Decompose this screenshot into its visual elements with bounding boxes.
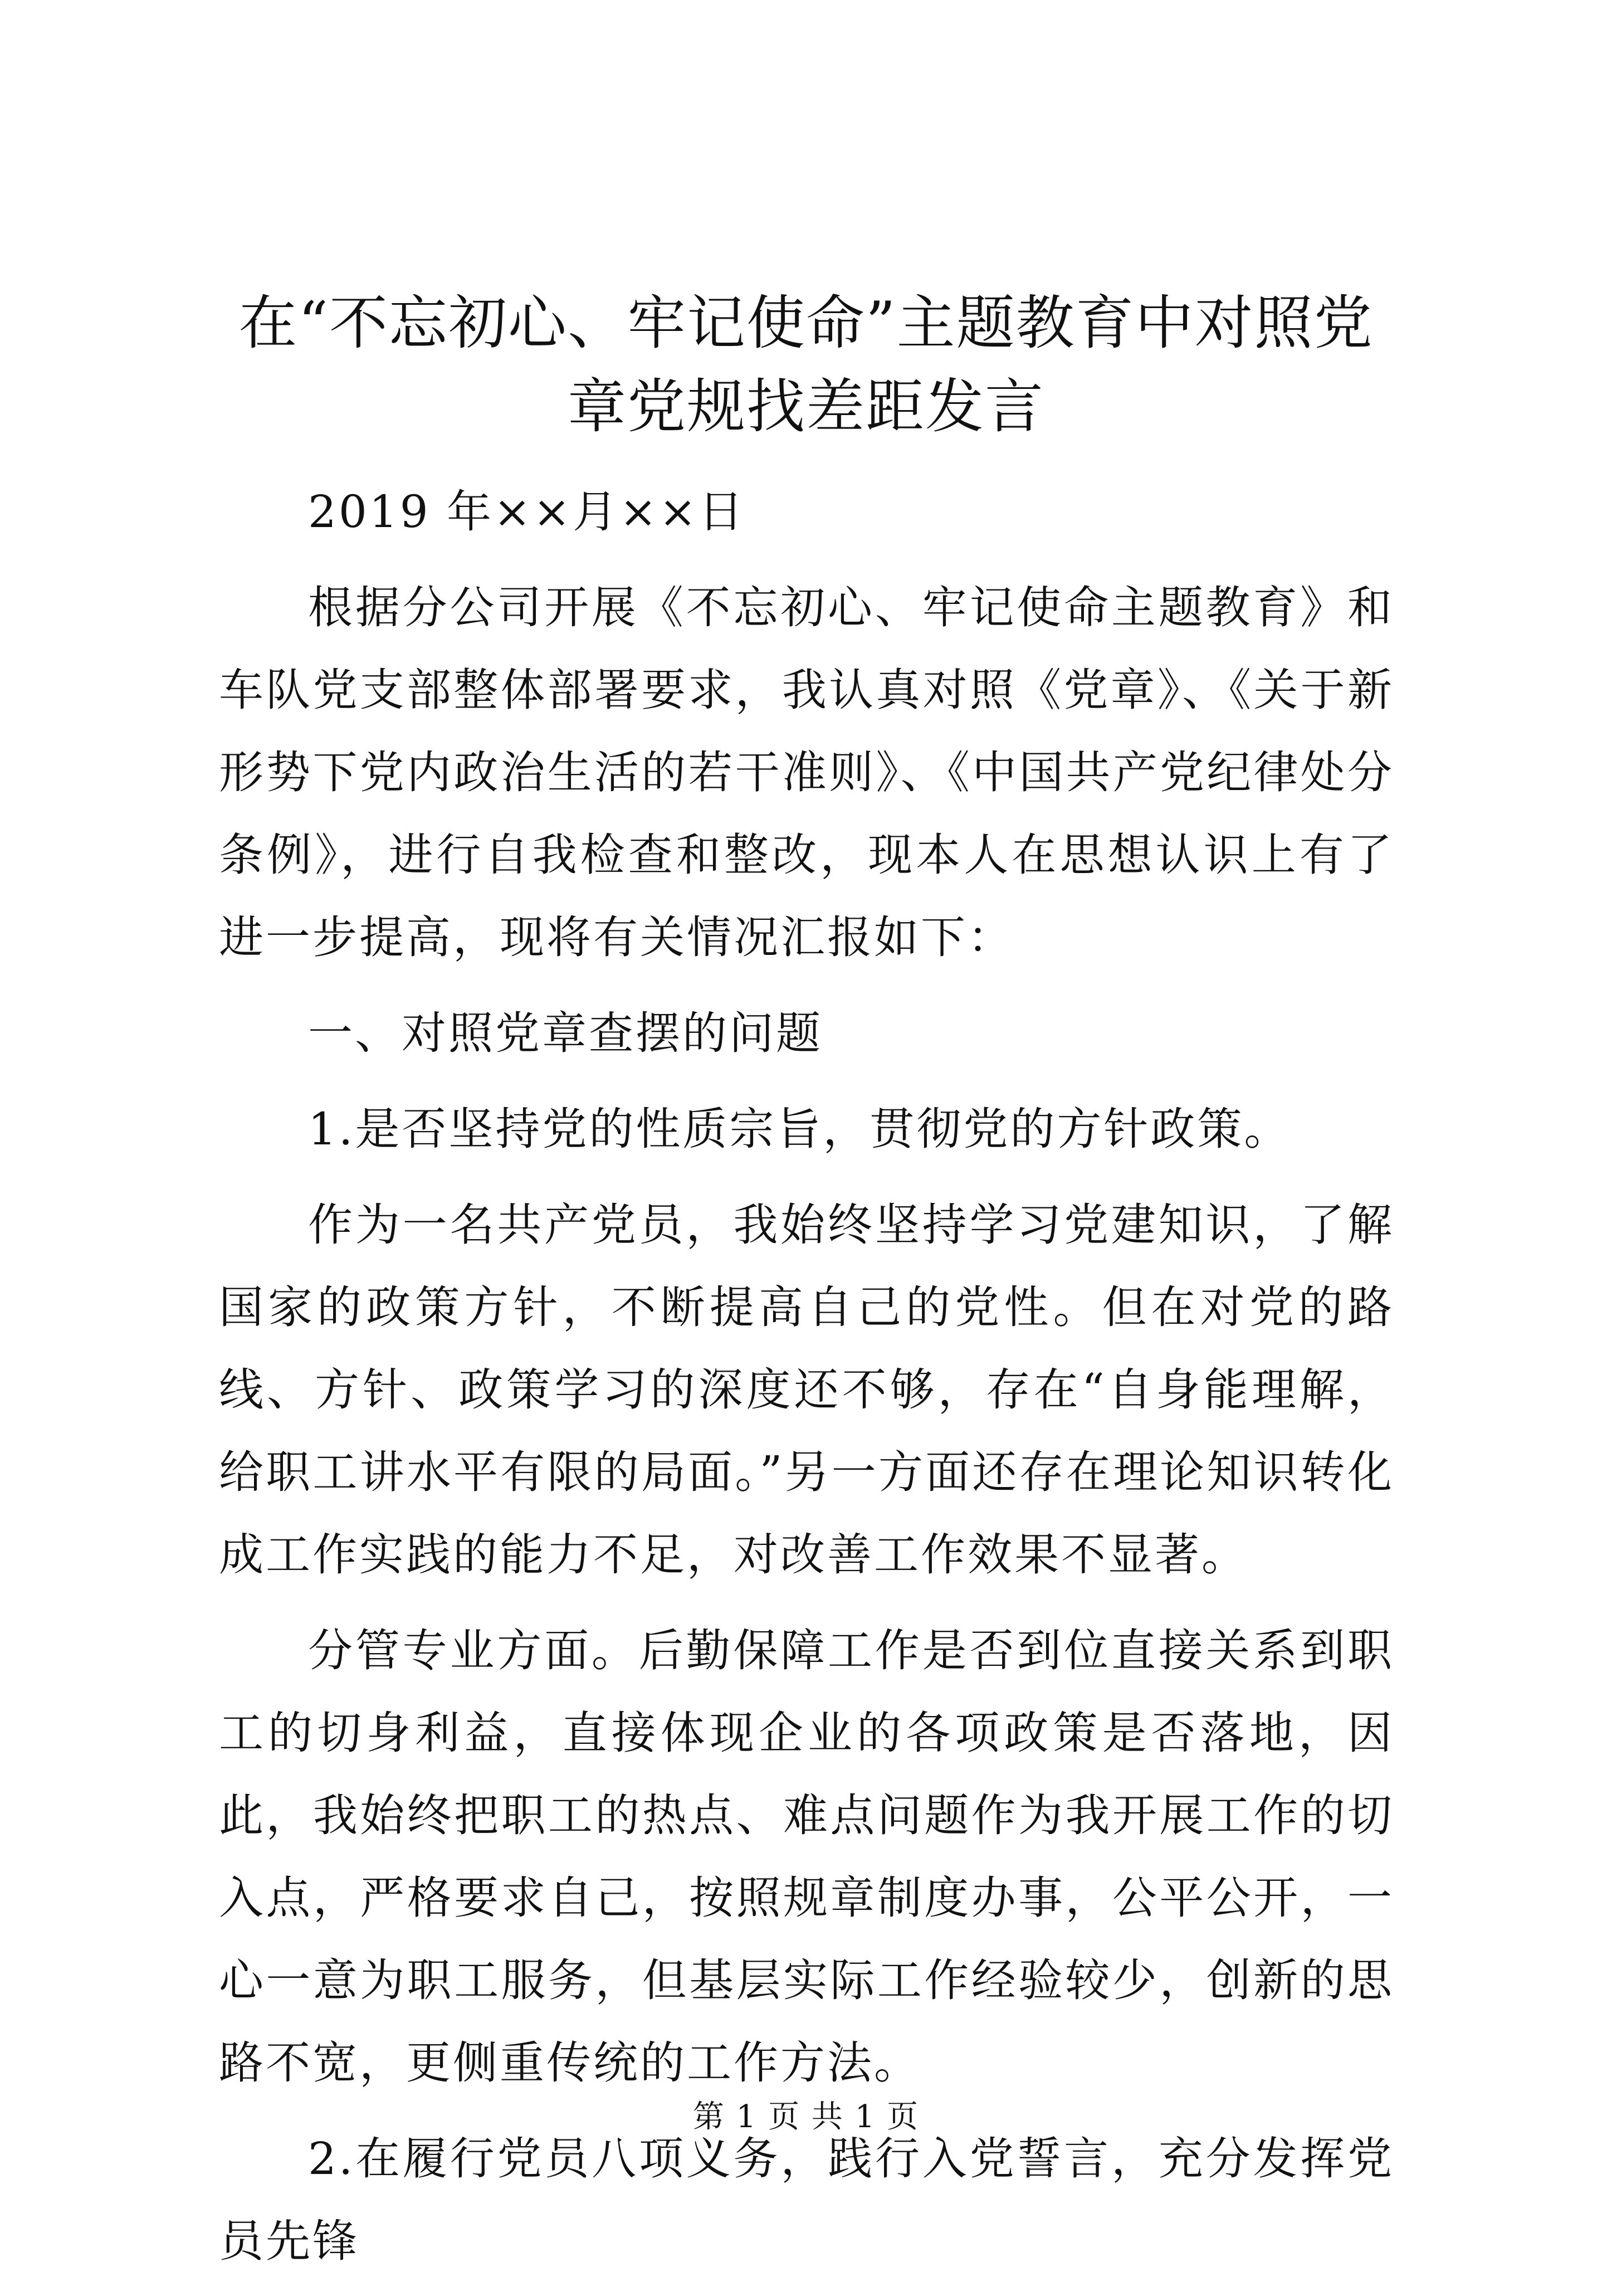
document-title-line-2: 章党规找差距发言 [567,373,1044,441]
paragraph-self-assessment: 作为一名共产党员，我始终坚持学习党建知识，了解国家的政策方针，不断提高自己的党性。但在对党的路线、方针、政策学习的深度还不够，存在“自身能理解，给职工讲水平有限的局面。”另一方面还存在理论知识转化成工作实践的能力不足，对改善工作效果不显著。 [219,1199,1394,1581]
document-date: 2019 年××月××日 [308,486,746,538]
document-title [184,281,1428,449]
document-body [219,471,1394,2296]
paragraph-logistics: 分管专业方面。后勤保障工作是否到位直接关系到职工的切身利益，直接体现企业的各项政策是否落地，因此，我始终把职工的热点、难点问题作为我开展工作的切入点，严格要求自己，按照规章制度办事，公平公开，一心一意为职工服务，但基层实际工作经验较少，创新的思路不宽，更侧重传统的工作方法。 [219,1625,1394,2089]
section-heading: 一、对照党章查摆的问题 [308,1007,823,1059]
subheading-2: 2.在履行党员八项义务，践行入党誓言，充分发挥党员先锋 [219,2133,1394,2267]
subheading-1: 1.是否坚持党的性质宗旨，贯彻党的方针政策。 [308,1103,1291,1155]
document-title-line-1: 在“不忘初心、牢记使命”主题教育中对照党 [238,289,1374,357]
page-footer: 第 1 页 共 1 页 [692,2099,920,2135]
paragraph-intro: 根据分公司开展《不忘初心、牢记使命主题教育》和车队党支部整体部署要求，我认真对照《党章》、《关于新形势下党内政治生活的若干准则》、《中国共产党纪律处分条例》，进行自我检查和整改，现本人在思想认识上有了进一步提高，现将有关情况汇报如下： [219,582,1394,963]
